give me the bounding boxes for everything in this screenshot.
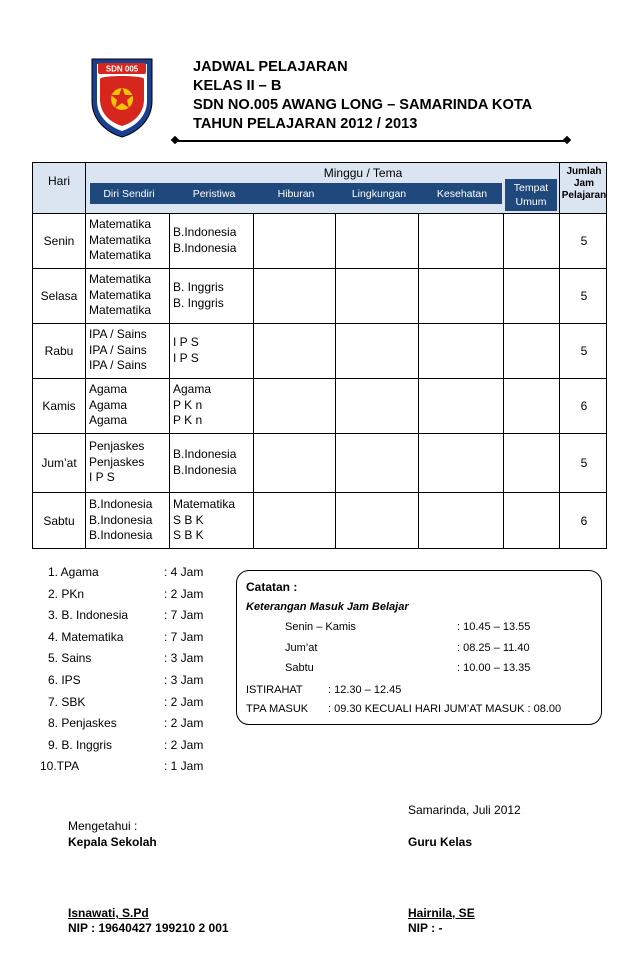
day-selasa: Selasa (40, 288, 78, 303)
peristiwa-kamis: Agama P K n P K n (173, 382, 212, 428)
title-line-3: SDN NO.005 AWANG LONG – SAMARINDA KOTA (193, 97, 533, 113)
header-jumlah-jam: Jumlah Jam Pelajaran (561, 166, 607, 201)
diri-sendiri-sabtu: B.Indonesia B.Indonesia B.Indonesia (89, 497, 153, 543)
col-divider (503, 213, 504, 548)
subheader-bar (90, 183, 502, 204)
kepala-sekolah-title: Kepala Sekolah (68, 835, 157, 849)
jam-kamis: 6 (580, 398, 588, 413)
diri-sendiri-rabu: IPA / Sains IPA / Sains IPA / Sains (89, 327, 147, 373)
divider-diamond-right (563, 136, 571, 144)
schedule-time-sabtu: : 10.00 – 13.35 (457, 662, 531, 674)
guru-kelas-title: Guru Kelas (408, 835, 473, 849)
jam-selasa: 5 (580, 288, 588, 303)
logo-text: SDN 005 (105, 64, 139, 74)
peristiwa-selasa: B. Inggris B. Inggris (173, 280, 224, 310)
peristiwa-senin: B.Indonesia B.Indonesia (173, 225, 237, 255)
schedule-table (32, 162, 607, 549)
peristiwa-rabu: I P S I P S (173, 335, 199, 365)
subheader-diri-sendiri: Diri Sendiri (103, 187, 155, 200)
day-senin: Senin (43, 233, 75, 248)
guru-kelas-nip: NIP : - (408, 921, 443, 935)
schedule-label-jumat: Jum’at (285, 642, 318, 654)
schedule-label-senin-kamis: Senin – Kamis (285, 621, 356, 633)
subheader-tempat-umum: Tempat Umum (505, 179, 557, 211)
diri-sendiri-kamis: Agama Agama Agama (89, 382, 128, 428)
notes-subtitle: Keterangan Masuk Jam Belajar (246, 601, 409, 613)
tpa-label: TPA MASUK (246, 703, 309, 715)
istirahat-label: ISTIRAHAT (246, 684, 303, 696)
subheader-hiburan: Hiburan (277, 187, 315, 200)
diri-sendiri-senin: Matematika Matematika Matematika (89, 217, 152, 263)
list-item: 4. Matematika : 7 Jam (48, 629, 204, 644)
col-divider (169, 213, 170, 548)
list-item: 5. Sains : 3 Jam (48, 651, 204, 666)
page-title (193, 58, 532, 134)
diri-sendiri-selasa: Matematika Matematika Matematika (89, 272, 152, 318)
col-divider (85, 163, 86, 548)
list-item: 2. PKn : 2 Jam (48, 586, 204, 601)
subheader-lingkungan: Lingkungan (351, 187, 407, 200)
subheader-peristiwa: Peristiwa (192, 187, 236, 200)
tpa-value: : 09.30 KECUALI HARI JUM’AT MASUK : 08.00 (328, 703, 562, 715)
list-item: 7. SBK : 2 Jam (48, 694, 204, 709)
list-item: 8. Penjaskes : 2 Jam (48, 716, 204, 731)
peristiwa-jumat: B.Indonesia B.Indonesia (173, 447, 237, 477)
schedule-label-sabtu: Sabtu (285, 662, 314, 674)
school-logo (88, 55, 156, 139)
day-kamis: Kamis (42, 398, 76, 413)
day-rabu: Rabu (44, 343, 74, 358)
notes-box (236, 570, 602, 725)
jam-jumat: 5 (580, 455, 588, 470)
list-item: 10.TPA : 1 Jam (40, 759, 204, 774)
jam-sabtu: 6 (580, 513, 588, 528)
col-divider (418, 213, 419, 548)
header-hari: Hari (47, 174, 70, 188)
schedule-time-senin-kamis: : 10.45 – 13.55 (457, 621, 531, 633)
mengetahui-label: Mengetahui : (68, 819, 138, 833)
subject-hours-list (40, 563, 230, 779)
day-jumat: Jum’at (41, 455, 77, 470)
kepala-sekolah-name: Isnawati, S.Pd (68, 906, 149, 920)
schedule-time-jumat: : 08.25 – 11.40 (457, 642, 530, 654)
diri-sendiri-jumat: Penjaskes Penjaskes I P S (89, 439, 145, 485)
day-sabtu: Sabtu (43, 513, 75, 528)
list-item: 6. IPS : 3 Jam (48, 672, 204, 687)
header-minggu-tema: Minggu / Tema (323, 166, 403, 180)
place-date: Samarinda, Juli 2012 (408, 803, 521, 817)
kepala-sekolah-nip: NIP : 19640427 199210 2 001 (68, 921, 229, 935)
header-divider (175, 140, 567, 142)
guru-kelas-name: Hairnila, SE (408, 906, 475, 920)
istirahat-value: : 12.30 – 12.45 (328, 684, 402, 696)
jam-rabu: 5 (580, 343, 588, 358)
title-line-2: KELAS II – B (193, 78, 282, 94)
col-divider (335, 213, 336, 548)
title-line-4: TAHUN PELAJARAN 2012 / 2013 (193, 116, 418, 132)
subheader-kesehatan: Kesehatan (436, 187, 488, 200)
divider-diamond-left (171, 136, 179, 144)
peristiwa-sabtu: Matematika S B K S B K (173, 497, 236, 543)
list-item: 9. B. Inggris : 2 Jam (48, 737, 204, 752)
list-item: 1. Agama : 4 Jam (48, 565, 204, 579)
jam-senin: 5 (580, 233, 588, 248)
notes-title: Catatan : (246, 580, 298, 594)
title-line-1: JADWAL PELAJARAN (193, 59, 348, 75)
list-item: 3. B. Indonesia : 7 Jam (48, 608, 204, 623)
